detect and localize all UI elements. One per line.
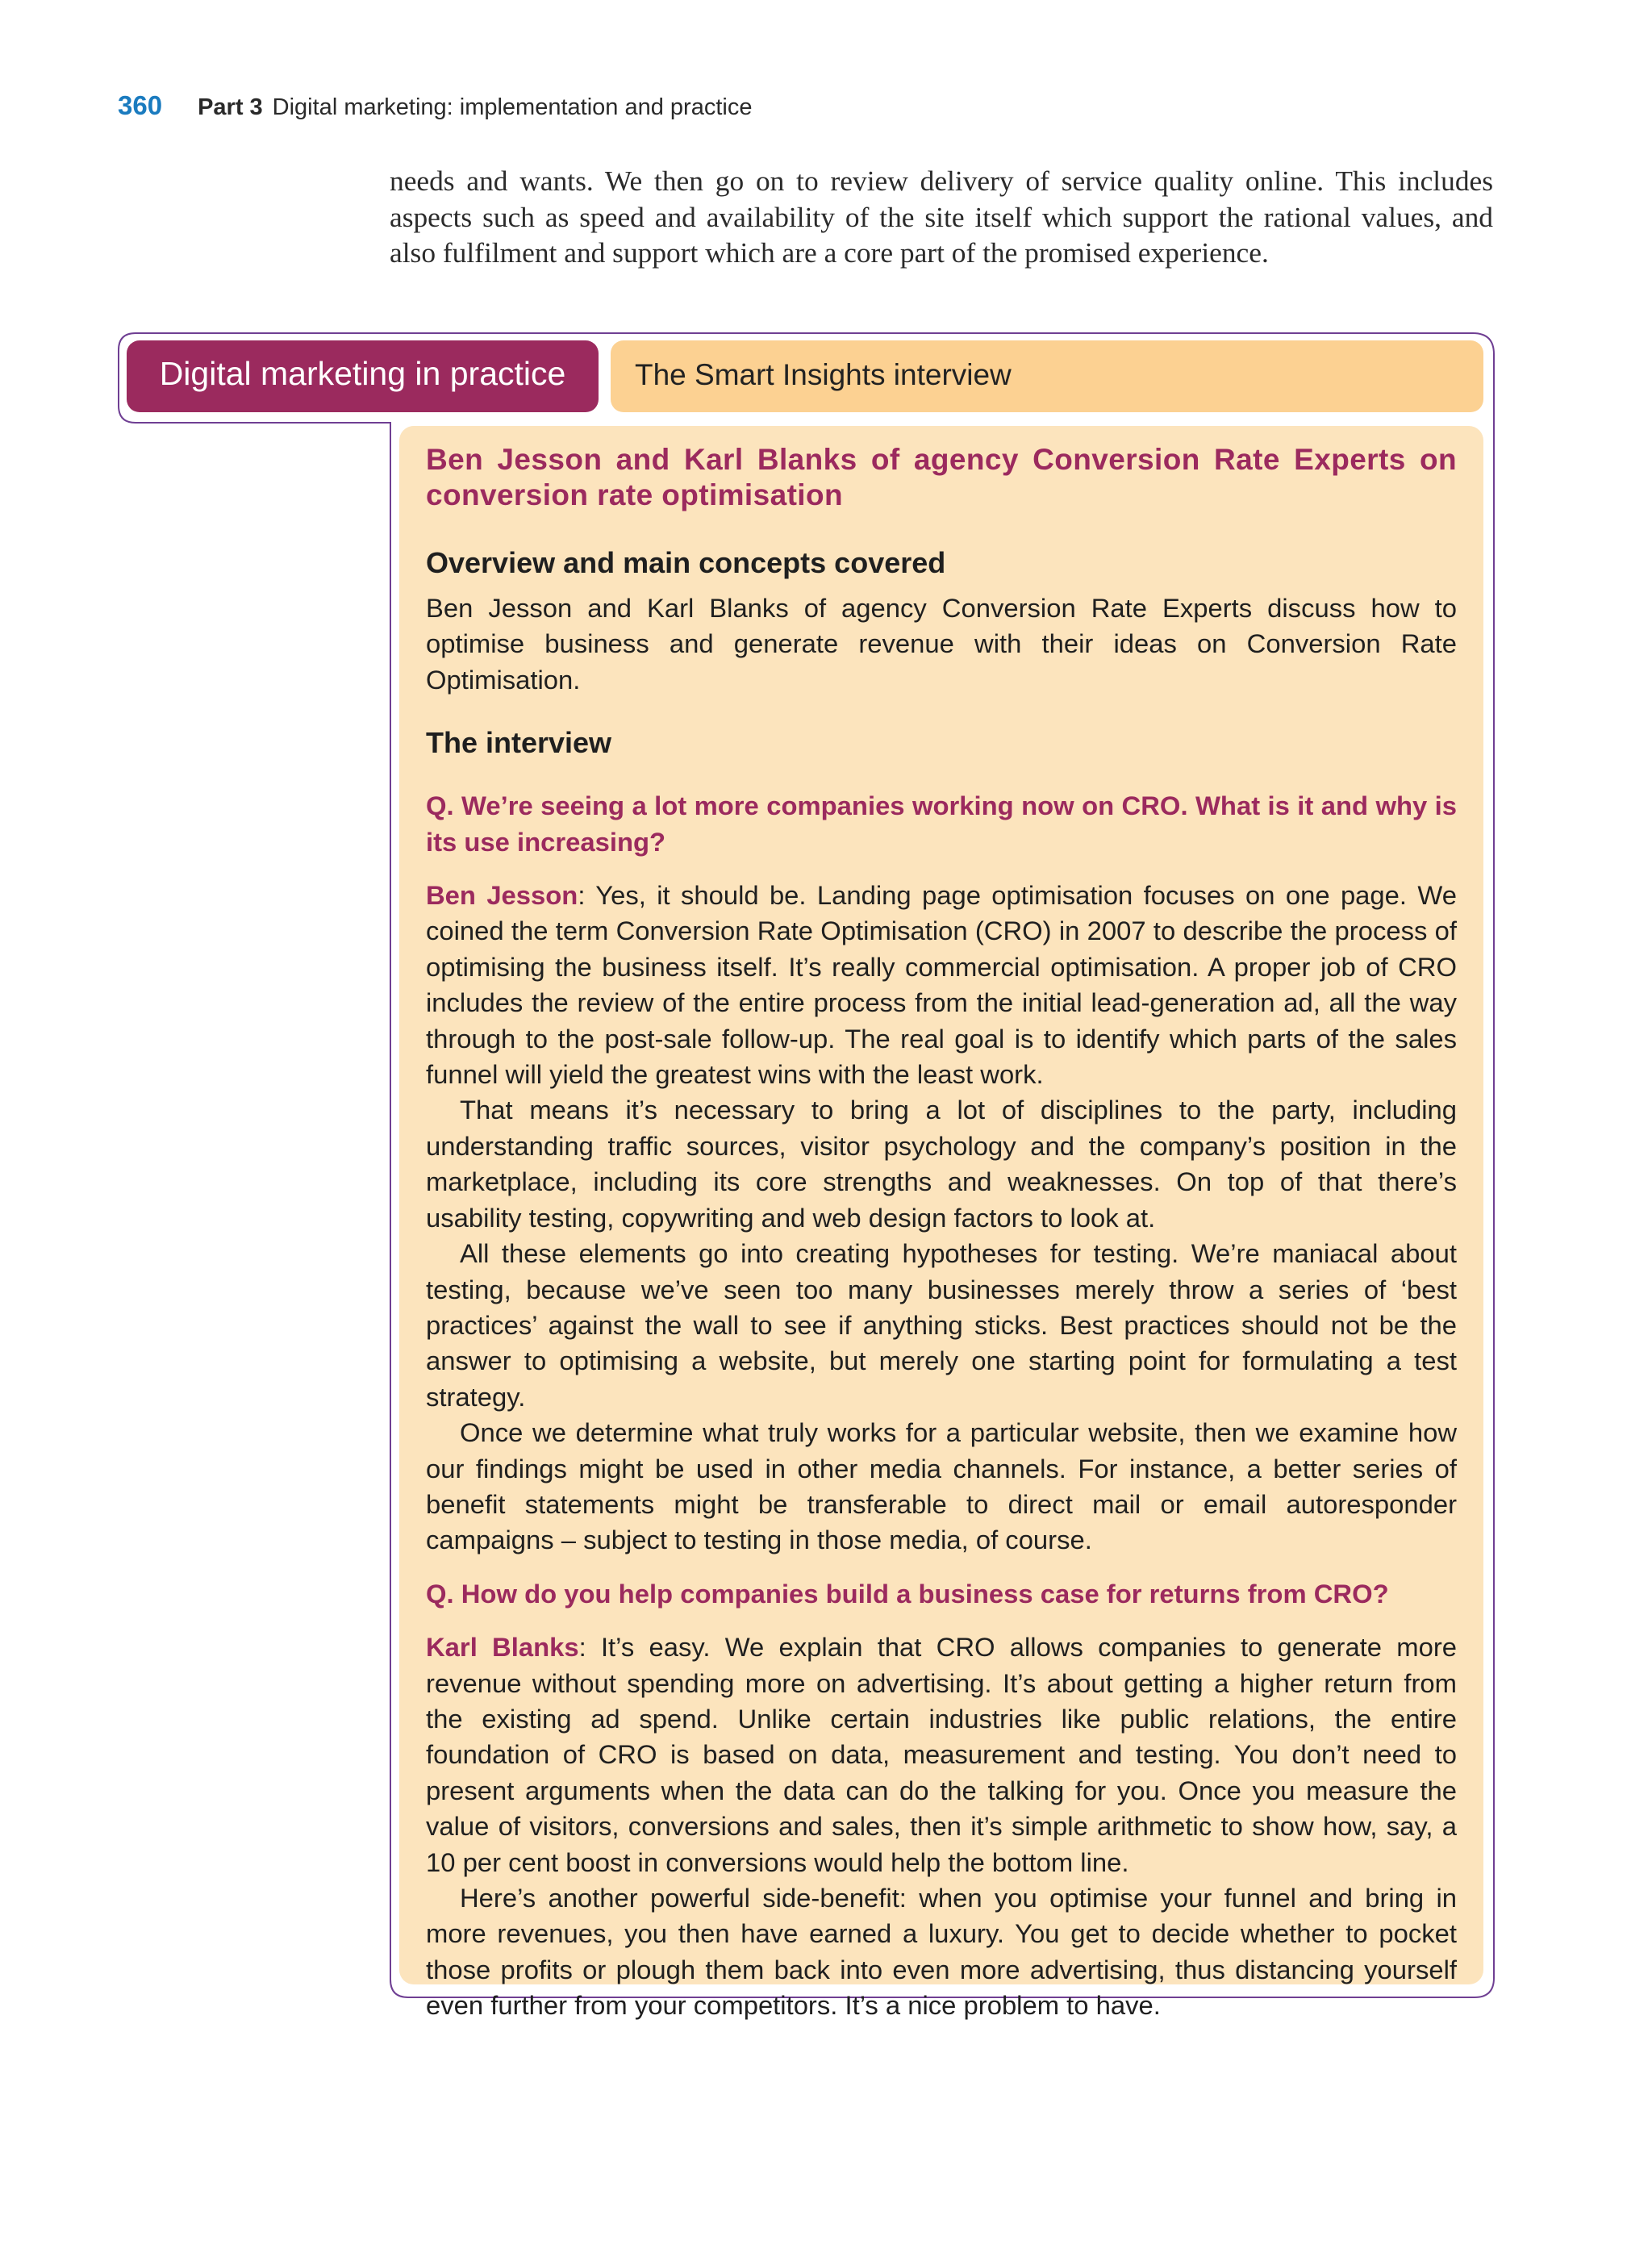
question-2: Q. How do you help companies build a business case for returns from CRO?: [426, 1578, 1389, 1609]
running-head: [118, 90, 752, 131]
tab-digital-marketing-in-practice: Digital marketing in practice: [127, 340, 599, 412]
overview-text: Ben Jesson and Karl Blanks of agency Conversion Rate Experts discuss how to optimise business and generate revenue with their ideas on Conversion Rate Optimisation.: [426, 593, 1457, 695]
answer-1-paragraph-1: [426, 878, 1457, 1092]
answer-2-opening-text: : It’s easy. We explain that CRO allows companies to generate more revenue without spending more on advertising. It’s about getting a higher return from the existing ad spend. Unlike certain industries like public relations, the entire foundation of CRO is based on data, measurement and testing. You don’t need to present arguments when the data can do the talking for you. Once you measure the value of visitors, conversions and sales, then it’s simple arithmetic to show how, say, a 10 per cent boost in conversions would help the bottom line.: [426, 1632, 1457, 1877]
answer-1-paragraph-2: That means it’s necessary to bring a lot of disciplines to the party, including understanding traffic sources, visitor psychology and the company’s position in the marketplace, including its core strengths and weaknesses. On top of that there’s usability testing, copywriting and web design factors to look at.: [426, 1095, 1457, 1233]
interview-title: Ben Jesson and Karl Blanks of agency Conversion Rate Experts on conversion rate optimisation: [426, 443, 1457, 511]
speaker-ben-jesson: Ben Jesson: [426, 880, 578, 911]
answer-1-paragraph-3: All these elements go into creating hypotheses for testing. We’re maniacal about testing, because we’ve seen too many businesses merely throw a series of ‘best practices’ against the wall to see if anything sticks. Best practices should not be the answer to optimising a website, but merely one starting point for formulating a test strategy.: [426, 1238, 1457, 1412]
intro-paragraph: needs and wants. We then go on to review delivery of service quality online. This includes aspects such as speed and availability of the site itself which support the rational values, and also fulfilment and support which are a core part of the promised experience.: [390, 165, 1493, 269]
tab-smart-insights-interview: The Smart Insights interview: [611, 340, 1483, 412]
answer-2-paragraph-1: [426, 1630, 1457, 1880]
answer-2-paragraph-2: Here’s another powerful side-benefit: when you optimise your funnel and bring in more revenues, you then have earned a luxury. You get to decide whether to pocket those profits or plough them back into even more advertising, thus distancing yourself even further from your competitors. It’s a nice problem to have.: [426, 1883, 1457, 2021]
question-1: Q. We’re seeing a lot more companies working now on CRO. What is it and why is its use increasing?: [426, 791, 1457, 857]
part-title: Digital marketing: implementation and practice: [272, 94, 753, 120]
overview-heading: Overview and main concepts covered: [426, 546, 946, 579]
answer-1-opening-text: : Yes, it should be. Landing page optimisation focuses on one page. We coined the term Conversion Rate Optimisation (CRO) in 2007 to describe the process of optimising the business itself. It’s really commercial optimisation. A proper job of CRO includes the review of the entire process from the initial lead-generation ad, all the way through to the post-sale follow-up. The real goal is to identify which parts of the sales funnel will yield the greatest wins with the least work.: [426, 880, 1457, 1090]
part-label: Part 3: [198, 94, 263, 120]
speaker-karl-blanks: Karl Blanks: [426, 1632, 579, 1663]
interview-heading: The interview: [426, 726, 612, 760]
page-number: 360: [118, 90, 163, 120]
answer-1-paragraph-4: Once we determine what truly works for a particular website, then we examine how our findings might be used in other media channels. For instance, a better series of benefit statements might be transferable to direct mail or email autoresponder campaigns – subject to testing in those media, of course.: [426, 1417, 1457, 1555]
interview-panel: [399, 426, 1483, 2021]
